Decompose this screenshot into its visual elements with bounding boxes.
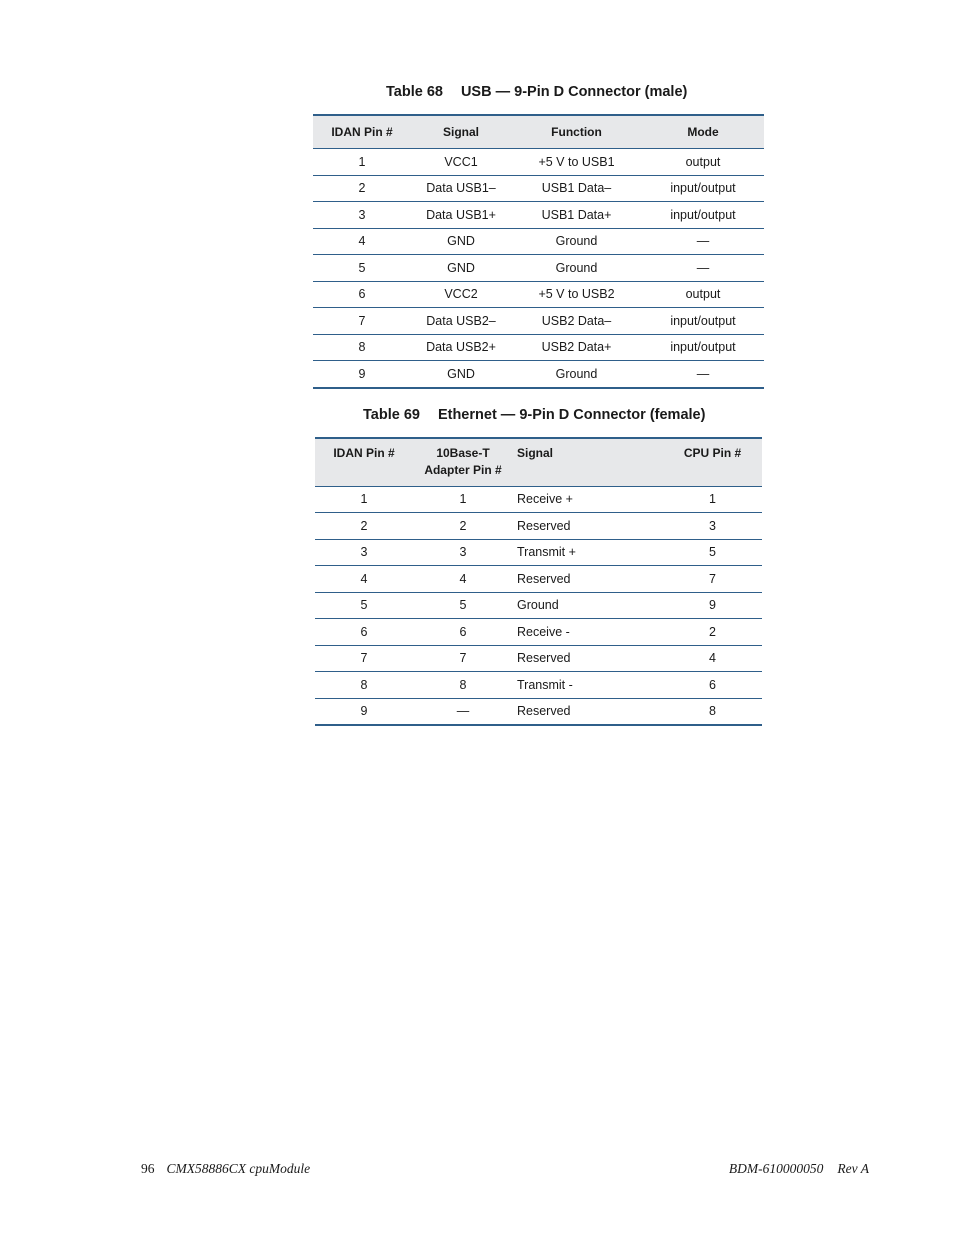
table-row [315,672,762,699]
cell-idan-pin: 5 [315,592,413,619]
column-header-function: Function [511,115,642,149]
table-69-title: Ethernet — 9-Pin D Connector (female) [437,407,706,423]
cell-adapter-pin: 4 [413,566,513,593]
cell-idan-pin: 3 [313,202,411,229]
cell-mode: — [642,228,764,255]
cell-signal: Reserved [513,513,663,540]
cell-adapter-pin: 3 [413,539,513,566]
cell-idan-pin: 9 [313,361,411,388]
cell-signal: Data USB2– [411,308,511,335]
cell-signal: Receive - [513,619,663,646]
column-header-signal: Signal [513,438,663,486]
cell-idan-pin: 8 [315,672,413,699]
cell-idan-pin: 6 [313,281,411,308]
cell-cpu-pin: 6 [663,672,762,699]
document-number: BDM-610000050 [728,1161,824,1176]
cell-cpu-pin: 8 [663,698,762,725]
cell-cpu-pin: 2 [663,619,762,646]
cell-adapter-pin: 2 [413,513,513,540]
column-header-cpu-pin: CPU Pin # [663,438,762,486]
table-row [315,619,762,646]
cell-cpu-pin: 1 [663,486,762,513]
table-row [315,513,762,540]
cell-signal: GND [411,255,511,282]
cell-cpu-pin: 9 [663,592,762,619]
cell-idan-pin: 2 [313,175,411,202]
cell-signal: Ground [513,592,663,619]
table-69-caption [363,407,705,423]
cell-adapter-pin: 8 [413,672,513,699]
product-name: CMX58886CX cpuModule [166,1161,311,1176]
cell-idan-pin: 6 [315,619,413,646]
cell-mode: input/output [642,175,764,202]
cell-signal: GND [411,361,511,388]
header-line-2: Adapter Pin # [424,463,502,477]
table-row [313,175,764,202]
table-row [315,486,762,513]
header-line-1: 10Base-T [436,446,490,460]
cell-signal: Reserved [513,566,663,593]
cell-function: USB2 Data+ [511,334,642,361]
page-footer-left [141,1161,310,1177]
cell-signal: Transmit + [513,539,663,566]
cell-idan-pin: 3 [315,539,413,566]
cell-cpu-pin: 4 [663,645,762,672]
table-row [313,334,764,361]
column-header-mode: Mode [642,115,764,149]
table-68-title: USB — 9-Pin D Connector (male) [460,84,688,100]
table-row [315,698,762,725]
ethernet-connector-table [315,437,762,726]
cell-idan-pin: 7 [315,645,413,672]
table-row [313,255,764,282]
cell-mode: input/output [642,308,764,335]
cell-idan-pin: 1 [315,486,413,513]
cell-signal: Receive + [513,486,663,513]
cell-idan-pin: 5 [313,255,411,282]
cell-idan-pin: 7 [313,308,411,335]
table-header-row [313,115,764,149]
table-row [315,592,762,619]
column-header-idan-pin: IDAN Pin # [313,115,411,149]
cell-cpu-pin: 5 [663,539,762,566]
table-row [313,228,764,255]
cell-idan-pin: 4 [313,228,411,255]
table-row [313,202,764,229]
cell-idan-pin: 1 [313,149,411,176]
cell-cpu-pin: 3 [663,513,762,540]
table-header-row [315,438,762,486]
cell-idan-pin: 8 [313,334,411,361]
cell-mode: output [642,149,764,176]
cell-function: USB1 Data+ [511,202,642,229]
cell-function: Ground [511,228,642,255]
cell-mode: output [642,281,764,308]
table-row [313,281,764,308]
cell-idan-pin: 9 [315,698,413,725]
cell-function: +5 V to USB2 [511,281,642,308]
column-header-10base-t-adapter-pin [413,438,513,486]
table-row [313,308,764,335]
revision-label: Rev A [837,1161,869,1176]
cell-adapter-pin: 5 [413,592,513,619]
cell-mode: — [642,361,764,388]
table-row [313,361,764,388]
page-number: 96 [141,1161,155,1176]
cell-idan-pin: 2 [315,513,413,540]
page-footer-right [729,1161,869,1177]
table-69-number: Table 69 [363,407,420,423]
cell-function: USB2 Data– [511,308,642,335]
table-row [315,539,762,566]
column-header-signal: Signal [411,115,511,149]
table-68-number: Table 68 [386,84,443,100]
cell-mode: input/output [642,202,764,229]
cell-signal: GND [411,228,511,255]
usb-connector-table [313,114,764,389]
cell-signal: Data USB1+ [411,202,511,229]
cell-signal: Reserved [513,645,663,672]
cell-adapter-pin: 7 [413,645,513,672]
cell-mode: input/output [642,334,764,361]
column-header-idan-pin: IDAN Pin # [315,438,413,486]
cell-adapter-pin: 1 [413,486,513,513]
cell-function: USB1 Data– [511,175,642,202]
cell-function: +5 V to USB1 [511,149,642,176]
cell-signal: Data USB2+ [411,334,511,361]
cell-adapter-pin: — [413,698,513,725]
cell-adapter-pin: 6 [413,619,513,646]
cell-signal: Transmit - [513,672,663,699]
cell-cpu-pin: 7 [663,566,762,593]
cell-signal: VCC1 [411,149,511,176]
cell-mode: — [642,255,764,282]
table-row [315,645,762,672]
table-row [315,566,762,593]
cell-idan-pin: 4 [315,566,413,593]
cell-signal: Data USB1– [411,175,511,202]
table-68-caption [386,84,687,100]
cell-function: Ground [511,255,642,282]
cell-function: Ground [511,361,642,388]
cell-signal: VCC2 [411,281,511,308]
table-row [313,149,764,176]
cell-signal: Reserved [513,698,663,725]
